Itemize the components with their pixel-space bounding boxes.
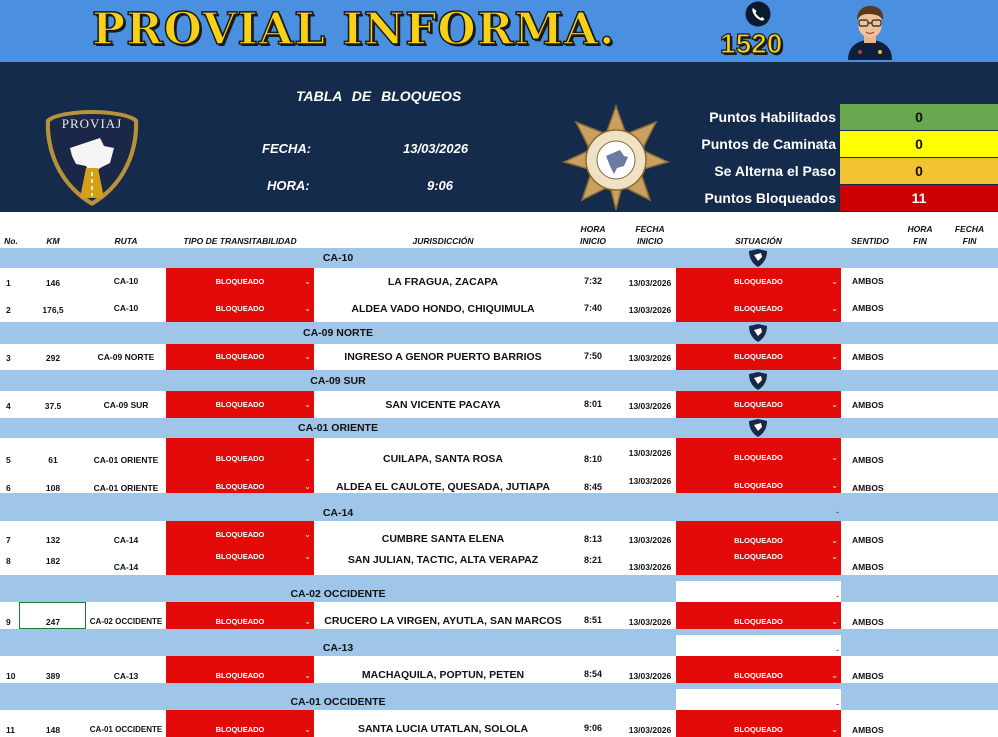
dropdown-arrow-icon: ⌄ xyxy=(304,552,311,561)
dropdown-arrow-icon: ⌄ xyxy=(304,304,311,313)
table-row xyxy=(0,268,998,295)
table-row xyxy=(0,602,998,629)
row-km: 176,5 xyxy=(42,305,64,315)
row-jurisdiccion: ALDEA EL CAULOTE, QUESADA, JUTIAPA xyxy=(336,481,550,493)
row-hora-inicio: 8:10 xyxy=(583,454,602,464)
row-jurisdiccion: SANTA LUCIA UTATLAN, SOLOLA xyxy=(357,723,529,735)
row-km: 146 xyxy=(45,278,61,288)
fecha-value: 13/03/2026 xyxy=(403,141,469,156)
tipo-label: BLOQUEADO xyxy=(215,530,265,539)
blockades-table xyxy=(0,248,998,737)
row-km: 148 xyxy=(45,725,61,735)
table-row xyxy=(0,344,998,370)
col-ruta: RUTA xyxy=(114,236,138,246)
row-fecha-inicio: 13/03/2026 xyxy=(628,476,672,486)
tipo-dropdown[interactable] xyxy=(166,295,314,322)
group-header xyxy=(0,248,998,268)
row-no: 4 xyxy=(6,401,11,411)
situacion-label: BLOQUEADO xyxy=(734,481,783,490)
row-fecha-inicio: 13/03/2026 xyxy=(628,617,672,627)
tipo-label: BLOQUEADO xyxy=(215,725,265,734)
row-no: 9 xyxy=(6,617,11,627)
tipo-label: BLOQUEADO xyxy=(215,482,265,491)
row-no: 5 xyxy=(6,455,11,465)
col-no: No. xyxy=(4,236,18,246)
row-ruta: CA-02 OCCIDENTE xyxy=(89,617,163,626)
row-hora-inicio: 7:40 xyxy=(583,303,602,313)
proviaj-shield-icon xyxy=(748,324,768,342)
situacion-label: BLOQUEADO xyxy=(734,277,783,286)
dropdown-arrow-icon: ⌄ xyxy=(831,671,838,680)
row-fecha-inicio: 13/03/2026 xyxy=(628,353,672,363)
tipo-dropdown[interactable] xyxy=(166,391,314,418)
row-fecha-inicio: 13/03/2026 xyxy=(628,535,672,545)
row-jurisdiccion: MACHAQUILA, POPTUN, PETEN xyxy=(361,669,525,681)
tipo-label: BLOQUEADO xyxy=(215,400,265,409)
summary-label-alterna: Se Alterna el Paso xyxy=(714,163,836,179)
row-fecha-inicio: 13/03/2026 xyxy=(628,725,672,735)
situacion-label: BLOQUEADO xyxy=(734,671,783,680)
table-row xyxy=(0,548,998,575)
row-ruta: CA-01 ORIENTE xyxy=(93,483,159,493)
row-km: 292 xyxy=(45,353,61,363)
row-fecha-inicio: 13/03/2026 xyxy=(628,305,672,315)
tipo-dropdown[interactable] xyxy=(166,656,314,683)
dropdown-arrow-icon: ⌄ xyxy=(304,617,311,626)
row-ruta: CA-01 OCCIDENTE xyxy=(89,725,163,734)
row-hora-inicio: 8:45 xyxy=(583,482,602,492)
situacion-dropdown[interactable] xyxy=(676,344,841,370)
dropdown-arrow-icon: ⌄ xyxy=(831,304,838,313)
situacion-dropdown[interactable] xyxy=(676,521,841,548)
row-sentido: AMBOS xyxy=(852,303,884,313)
row-fecha-inicio: 13/03/2026 xyxy=(628,448,672,458)
tipo-label: BLOQUEADO xyxy=(215,671,265,680)
situacion-label: BLOQUEADO xyxy=(734,617,783,626)
banner-title: PROVIAL INFORMA. xyxy=(92,4,616,55)
row-sentido: AMBOS xyxy=(852,535,884,545)
col-fecha-fin-2: FIN xyxy=(962,236,977,246)
dropdown-arrow-icon: ⌄ xyxy=(304,671,311,680)
dropdown-arrow-icon: ⌄ xyxy=(831,552,838,561)
col-km: KM xyxy=(46,236,60,246)
row-sentido: AMBOS xyxy=(852,455,884,465)
row-ruta: CA-10 xyxy=(113,303,139,313)
situacion-dropdown[interactable] xyxy=(676,710,841,737)
row-jurisdiccion: INGRESO A GENOR PUERTO BARRIOS xyxy=(344,351,542,363)
summary-label-caminata: Puntos de Caminata xyxy=(701,136,836,152)
row-no: 11 xyxy=(6,725,15,735)
col-hora-fin-1: HORA xyxy=(907,224,933,234)
row-fecha-inicio: 13/03/2026 xyxy=(628,401,672,411)
situacion-label: BLOQUEADO xyxy=(734,725,783,734)
logo-text: PROVIAJ xyxy=(61,116,123,131)
row-sentido: AMBOS xyxy=(852,562,884,572)
row-no: 1 xyxy=(6,278,11,288)
row-jurisdiccion: ALDEA VADO HONDO, CHIQUIMULA xyxy=(351,303,535,315)
situacion-label: BLOQUEADO xyxy=(734,400,783,409)
row-hora-inicio: 9:06 xyxy=(583,723,602,733)
situacion-dropdown[interactable] xyxy=(676,295,841,322)
col-hora-fin-2: FIN xyxy=(913,236,927,246)
report-header xyxy=(0,62,998,212)
row-no: 8 xyxy=(6,556,11,566)
row-jurisdiccion: CUMBRE SANTA ELENA xyxy=(381,533,505,545)
dropdown-arrow-icon: ⌄ xyxy=(304,725,311,734)
tipo-dropdown[interactable] xyxy=(166,474,314,493)
proviaj-shield-icon xyxy=(748,419,768,437)
row-hora-inicio: 8:54 xyxy=(583,669,602,679)
row-fecha-inicio: 13/03/2026 xyxy=(628,278,672,288)
proviaj-shield-icon xyxy=(748,249,768,267)
row-km: 182 xyxy=(45,556,61,566)
table-row xyxy=(0,521,998,548)
table-row xyxy=(0,438,998,466)
group-name: CA-01 ORIENTE xyxy=(298,422,378,434)
group-name: CA-10 xyxy=(322,252,354,264)
summary-label-habilitados: Puntos Habilitados xyxy=(709,109,836,125)
row-ruta: CA-10 xyxy=(113,276,139,286)
group-header xyxy=(0,575,998,602)
group-header xyxy=(0,418,998,438)
group-name: CA-13 xyxy=(322,642,354,654)
situacion-dropdown[interactable] xyxy=(676,548,841,575)
group-header xyxy=(0,493,998,521)
column-headers xyxy=(0,212,998,248)
row-ruta: CA-09 SUR xyxy=(103,400,149,410)
row-km: 247 xyxy=(45,617,61,627)
dropdown-arrow-icon: ⌄ xyxy=(304,352,311,361)
summary-value-caminata: 0 xyxy=(840,131,998,157)
situacion-label: BLOQUEADO xyxy=(734,453,783,462)
dropdown-arrow-icon: ⌄ xyxy=(831,725,838,734)
row-no: 3 xyxy=(6,353,11,363)
phone-number: 1520 xyxy=(720,28,783,59)
tipo-label: BLOQUEADO xyxy=(215,277,265,286)
top-banner xyxy=(0,0,998,62)
row-sentido: AMBOS xyxy=(852,671,884,681)
group-name: CA-02 OCCIDENTE xyxy=(290,588,386,600)
hora-value: 9:06 xyxy=(427,178,454,193)
col-hora-inicio-1: HORA xyxy=(580,224,606,234)
row-fecha-inicio: 13/03/2026 xyxy=(628,671,672,681)
situacion-label: BLOQUEADO xyxy=(734,352,783,361)
situacion-label: BLOQUEADO xyxy=(734,304,783,313)
col-hora-inicio-2: INICIO xyxy=(580,236,606,246)
tipo-label: BLOQUEADO xyxy=(215,617,265,626)
tipo-label: BLOQUEADO xyxy=(215,352,265,361)
row-sentido: AMBOS xyxy=(852,725,884,735)
row-jurisdiccion: CRUCERO LA VIRGEN, AYUTLA, SAN MARCOS xyxy=(324,615,562,627)
table-title: TABLA DE BLOQUEOS xyxy=(296,88,462,104)
situacion-dropdown[interactable] xyxy=(676,438,841,466)
tipo-label: BLOQUEADO xyxy=(215,454,265,463)
summary-value-alterna: 0 xyxy=(840,158,998,184)
dropdown-arrow-icon: ⌄ xyxy=(831,400,838,409)
row-no: 10 xyxy=(6,671,16,681)
col-jurisdiccion: JURISDICCIÓN xyxy=(412,236,474,246)
proviaj-shield-icon xyxy=(748,372,768,390)
proviaj-logo xyxy=(42,108,142,208)
tipo-label: BLOQUEADO xyxy=(215,552,265,561)
tipo-dropdown[interactable] xyxy=(166,710,314,737)
group-dash: - xyxy=(836,507,839,517)
situacion-dropdown[interactable] xyxy=(676,466,841,493)
dropdown-arrow-icon: ⌄ xyxy=(304,530,311,539)
tipo-dropdown[interactable] xyxy=(166,521,314,548)
row-ruta: CA-13 xyxy=(113,671,139,681)
situacion-dropdown[interactable] xyxy=(676,391,841,418)
dropdown-arrow-icon: ⌄ xyxy=(831,453,838,462)
table-row xyxy=(0,710,998,737)
fecha-label: FECHA: xyxy=(262,141,312,156)
row-km: 389 xyxy=(45,671,61,681)
row-jurisdiccion: SAN VICENTE PACAYA xyxy=(385,399,501,411)
situacion-dropdown[interactable] xyxy=(676,656,841,683)
hora-label: HORA: xyxy=(267,178,310,193)
dropdown-arrow-icon: ⌄ xyxy=(831,481,838,490)
group-name: CA-09 NORTE xyxy=(302,327,373,339)
summary-value-habilitados: 0 xyxy=(840,104,998,130)
row-hora-inicio: 8:13 xyxy=(583,534,602,544)
situacion-dropdown[interactable] xyxy=(676,602,841,629)
group-header xyxy=(0,629,998,656)
dropdown-arrow-icon: ⌄ xyxy=(831,536,838,545)
row-hora-inicio: 7:32 xyxy=(583,276,602,286)
row-hora-inicio: 8:51 xyxy=(583,615,602,625)
row-km: 132 xyxy=(45,535,61,545)
row-ruta: CA-09 NORTE xyxy=(97,352,155,362)
summary-value-bloqueados: 11 xyxy=(840,185,998,211)
row-ruta: CA-14 xyxy=(113,562,139,572)
group-name: CA-14 xyxy=(322,507,354,519)
situacion-dropdown[interactable] xyxy=(676,268,841,295)
group-name: CA-09 SUR xyxy=(310,375,366,387)
situacion-label: BLOQUEADO xyxy=(734,552,783,561)
col-tipo: TIPO DE TRANSITABILIDAD xyxy=(183,236,297,246)
row-sentido: AMBOS xyxy=(852,400,884,410)
col-sentido: SENTIDO xyxy=(851,236,889,246)
summary-label-bloqueados: Puntos Bloqueados xyxy=(704,190,836,206)
row-no: 7 xyxy=(6,535,11,545)
group-dash: - xyxy=(676,635,841,656)
dropdown-arrow-icon: ⌄ xyxy=(304,277,311,286)
col-situacion: SITUACIÓN xyxy=(735,236,782,246)
tipo-dropdown[interactable] xyxy=(166,268,314,295)
dropdown-arrow-icon: ⌄ xyxy=(831,277,838,286)
row-fecha-inicio: 13/03/2026 xyxy=(628,562,672,572)
row-sentido: AMBOS xyxy=(852,483,884,493)
table-row xyxy=(0,656,998,683)
row-sentido: AMBOS xyxy=(852,352,884,362)
group-dash: - xyxy=(676,581,841,602)
agent-avatar-icon xyxy=(842,2,898,60)
dropdown-arrow-icon: ⌄ xyxy=(831,352,838,361)
group-name: CA-01 OCCIDENTE xyxy=(290,696,386,708)
table-row xyxy=(0,295,998,322)
col-fecha-inicio-1: FECHA xyxy=(635,224,665,234)
group-dash: - xyxy=(676,689,841,710)
group-header xyxy=(0,322,998,344)
col-fecha-inicio-2: INICIO xyxy=(637,236,663,246)
situacion-label: BLOQUEADO xyxy=(734,536,783,545)
row-hora-inicio: 8:01 xyxy=(583,399,602,409)
group-header xyxy=(0,370,998,391)
tipo-dropdown[interactable] xyxy=(166,602,314,629)
row-no: 2 xyxy=(6,305,11,315)
row-hora-inicio: 7:50 xyxy=(583,351,602,361)
row-jurisdiccion: SAN JULIAN, TACTIC, ALTA VERAPAZ xyxy=(347,554,539,566)
dropdown-arrow-icon: ⌄ xyxy=(304,482,311,491)
table-row xyxy=(0,466,998,493)
dropdown-arrow-icon: ⌄ xyxy=(304,400,311,409)
phone-icon xyxy=(744,1,772,27)
table-row xyxy=(0,391,998,418)
tipo-dropdown[interactable] xyxy=(166,344,314,370)
row-km: 37.5 xyxy=(44,401,62,411)
row-hora-inicio: 8:21 xyxy=(583,555,602,565)
row-sentido: AMBOS xyxy=(852,276,884,286)
row-sentido: AMBOS xyxy=(852,617,884,627)
dropdown-arrow-icon: ⌄ xyxy=(304,454,311,463)
row-km: 61 xyxy=(48,455,58,465)
tipo-label: BLOQUEADO xyxy=(215,304,265,313)
brigade-badge-icon xyxy=(562,104,670,212)
row-ruta: CA-01 ORIENTE xyxy=(93,455,159,465)
row-ruta: CA-14 xyxy=(113,535,139,545)
row-no: 6 xyxy=(6,483,11,493)
row-jurisdiccion: LA FRAGUA, ZACAPA xyxy=(387,276,499,288)
col-fecha-fin-1: FECHA xyxy=(954,224,985,234)
row-km: 108 xyxy=(45,483,61,493)
tipo-dropdown[interactable] xyxy=(166,548,314,575)
group-header xyxy=(0,683,998,710)
dropdown-arrow-icon: ⌄ xyxy=(831,617,838,626)
row-jurisdiccion: CUILAPA, SANTA ROSA xyxy=(383,453,503,465)
